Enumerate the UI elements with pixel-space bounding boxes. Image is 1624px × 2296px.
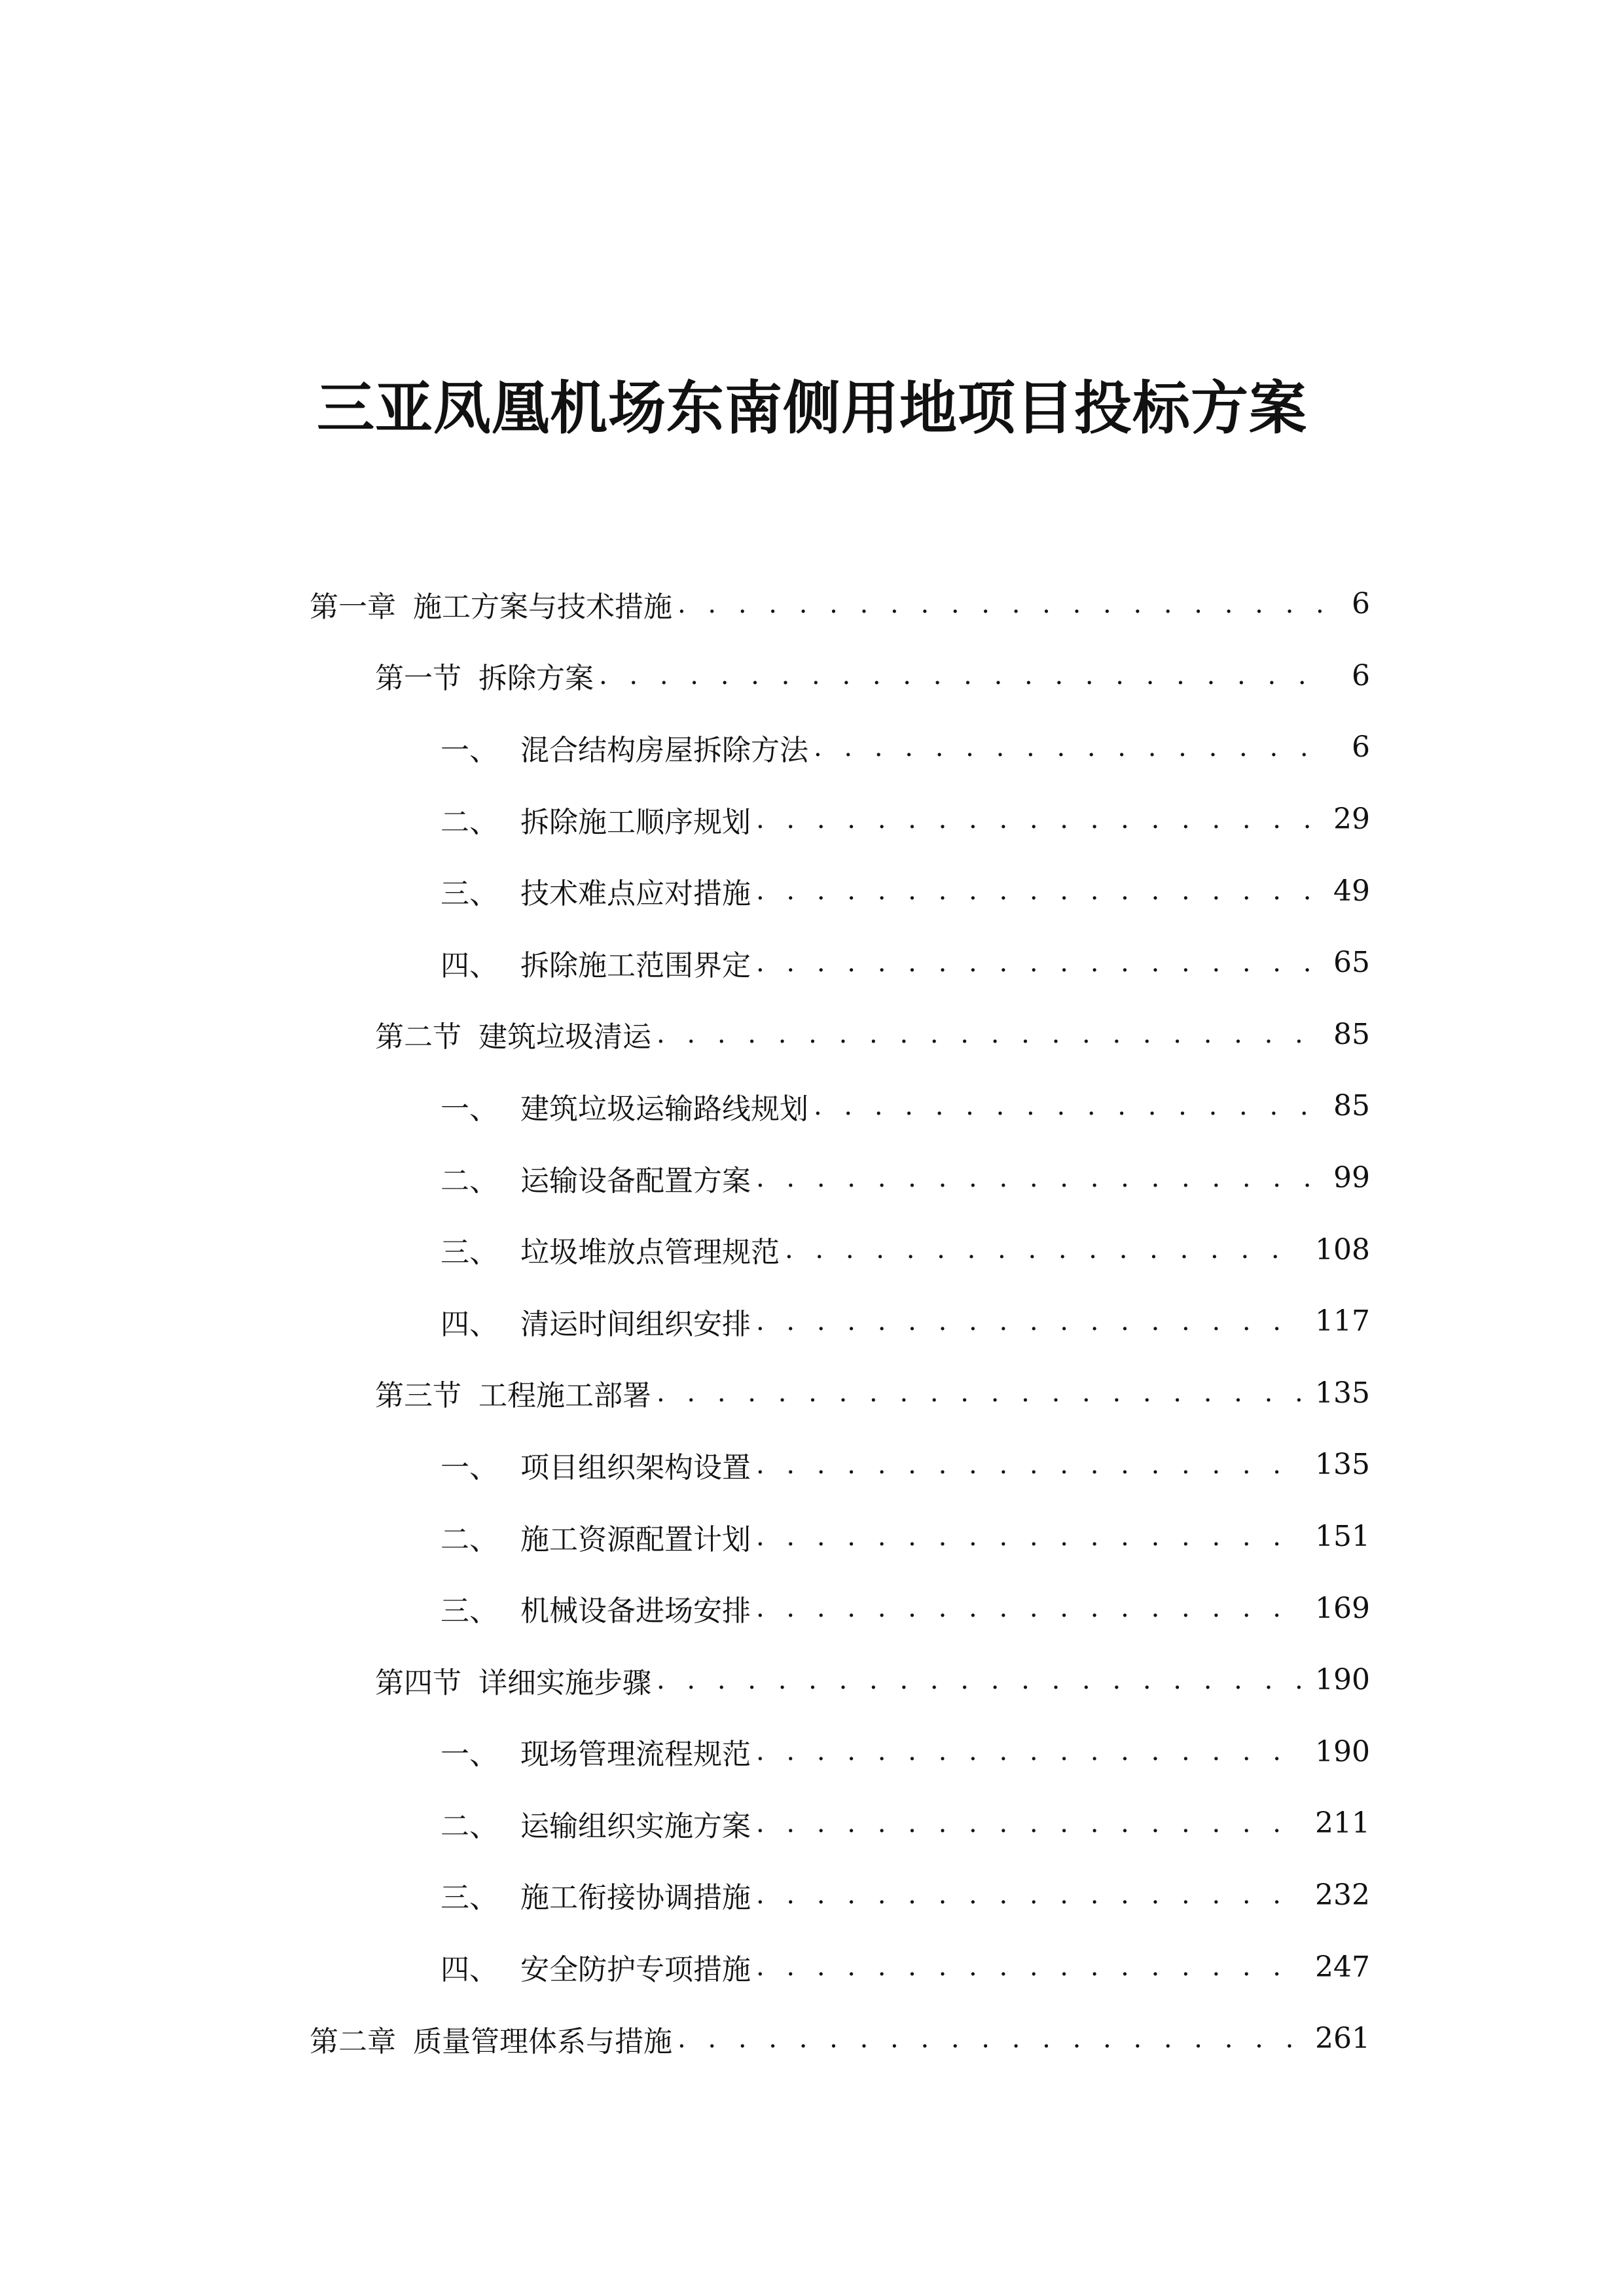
toc-section-entry[interactable] <box>0 1644 1370 1716</box>
toc-entry-number: 二、 <box>441 1164 498 1198</box>
toc-page-number: 6 <box>1352 658 1370 692</box>
toc-subsection-entry[interactable] <box>0 927 1370 999</box>
toc-subsection-entry[interactable] <box>0 1787 1370 1859</box>
toc-entry-title: 机械设备进场安排 <box>520 1594 751 1628</box>
toc-entry-label <box>441 942 751 984</box>
toc-subsection-entry[interactable] <box>0 1213 1370 1285</box>
toc-entry-label <box>441 1229 780 1270</box>
toc-entry-number: 第四节 <box>375 1666 461 1700</box>
toc-entry-title: 拆除施工范围界定 <box>520 948 751 982</box>
toc-entry-title: 现场管理流程规范 <box>520 1738 751 1772</box>
toc-page-number: 85 <box>1333 1089 1370 1123</box>
toc-entry-number: 一、 <box>441 1450 498 1484</box>
toc-page-number: 247 <box>1315 1950 1370 1984</box>
toc-dot-leader <box>599 662 1331 689</box>
toc-entry-number: 一、 <box>441 1092 498 1126</box>
toc-entry-label <box>441 726 808 768</box>
toc-page-number: 211 <box>1315 1806 1370 1840</box>
toc-entry-label <box>441 1946 751 1988</box>
toc-subsection-entry[interactable] <box>0 1285 1370 1357</box>
toc-page-number: 108 <box>1315 1232 1370 1266</box>
toc-entry-label <box>441 1516 751 1558</box>
toc-subsection-entry[interactable] <box>0 1501 1370 1573</box>
toc-dot-leader <box>756 1810 1302 1837</box>
toc-entry-label <box>375 1372 651 1414</box>
toc-entry-number: 第二章 <box>310 2024 396 2058</box>
toc-dot-leader <box>756 1165 1320 1191</box>
toc-entry-number: 四、 <box>441 948 498 982</box>
toc-dot-leader <box>756 1738 1302 1765</box>
toc-dot-leader <box>756 1452 1302 1478</box>
toc-entry-label <box>441 1300 751 1342</box>
toc-entry-title: 运输组织实施方案 <box>520 1809 751 1843</box>
toc-page-number: 85 <box>1333 1017 1370 1051</box>
toc-entry-number: 一、 <box>441 1738 498 1772</box>
toc-entry-label <box>375 1013 651 1055</box>
toc-dot-leader <box>756 806 1320 833</box>
toc-entry-number: 一、 <box>441 733 498 767</box>
toc-entry-label <box>375 1659 651 1701</box>
toc-dot-leader <box>814 1093 1320 1119</box>
toc-entry-number: 二、 <box>441 1522 498 1556</box>
toc-page-number: 190 <box>1315 1734 1370 1768</box>
toc-subsection-entry[interactable] <box>0 1716 1370 1788</box>
toc-page-number: 49 <box>1333 874 1370 908</box>
toc-entry-title: 工程施工部署 <box>478 1379 651 1413</box>
toc-subsection-entry[interactable] <box>0 1572 1370 1644</box>
toc-subsection-entry[interactable] <box>0 1931 1370 2003</box>
toc-dot-leader <box>756 878 1320 904</box>
toc-entry-number: 三、 <box>441 877 498 911</box>
toc-dot-leader <box>657 1380 1302 1406</box>
toc-entry-number: 第一章 <box>310 590 396 624</box>
toc-entry-label <box>375 655 594 696</box>
toc-entry-number: 第三节 <box>375 1379 461 1413</box>
toc-dot-leader <box>814 734 1331 761</box>
toc-entry-label <box>441 1444 751 1486</box>
toc-dot-leader <box>756 1308 1302 1335</box>
toc-entry-title: 详细实施步骤 <box>478 1666 651 1700</box>
toc-entry-title: 质量管理体系与措施 <box>413 2024 672 2058</box>
toc-dot-leader <box>756 1524 1302 1550</box>
toc-section-entry[interactable] <box>0 1357 1370 1429</box>
toc-page-number: 6 <box>1352 730 1370 764</box>
toc-entry-title: 运输设备配置方案 <box>520 1164 751 1198</box>
toc-dot-leader <box>756 1882 1302 1908</box>
toc-page-number: 65 <box>1333 946 1370 980</box>
toc-entry-number: 二、 <box>441 1809 498 1843</box>
toc-entry-title: 技术难点应对措施 <box>520 877 751 911</box>
toc-subsection-entry[interactable] <box>0 1859 1370 1931</box>
toc-page-number: 261 <box>1315 2022 1370 2056</box>
toc-entry-number: 四、 <box>441 1953 498 1987</box>
toc-section-entry[interactable] <box>0 999 1370 1071</box>
toc-entry-number: 三、 <box>441 1881 498 1915</box>
toc-page-number: 135 <box>1315 1448 1370 1482</box>
toc-page-number: 29 <box>1333 802 1370 836</box>
toc-entry-number: 第一节 <box>375 662 461 696</box>
toc-page-number: 117 <box>1315 1304 1370 1338</box>
toc-dot-leader <box>677 2026 1302 2052</box>
toc-subsection-entry[interactable] <box>0 783 1370 855</box>
toc-subsection-entry[interactable] <box>0 1070 1370 1142</box>
toc-dot-leader <box>785 1236 1302 1263</box>
toc-chapter-entry[interactable] <box>0 2003 1370 2075</box>
toc-page-number: 135 <box>1315 1376 1370 1410</box>
toc-entry-title: 施工衔接协调措施 <box>520 1881 751 1915</box>
toc-page-number: 232 <box>1315 1878 1370 1912</box>
toc-page-number: 151 <box>1315 1520 1370 1554</box>
toc-entry-title: 安全防护专项措施 <box>520 1953 751 1987</box>
toc-entry-label <box>310 583 672 625</box>
toc-page-number: 99 <box>1333 1161 1370 1195</box>
toc-entry-title: 混合结构房屋拆除方法 <box>520 733 808 767</box>
toc-entry-label <box>441 798 751 840</box>
toc-page-number: 169 <box>1315 1591 1370 1625</box>
table-of-contents <box>0 568 1624 2074</box>
toc-subsection-entry[interactable] <box>0 1142 1370 1214</box>
toc-entry-number: 四、 <box>441 1307 498 1341</box>
toc-entry-label <box>441 1731 751 1772</box>
toc-entry-title: 项目组织架构设置 <box>520 1450 751 1484</box>
toc-dot-leader <box>756 950 1320 976</box>
toc-dot-leader <box>677 591 1331 617</box>
toc-dot-leader <box>756 1595 1302 1621</box>
toc-entry-label <box>310 2018 672 2060</box>
toc-entry-title: 垃圾堆放点管理规范 <box>520 1236 780 1270</box>
toc-entry-label <box>441 1587 751 1629</box>
toc-entry-title: 建筑垃圾运输路线规划 <box>520 1092 808 1126</box>
toc-entry-label <box>441 1157 751 1199</box>
toc-entry-number: 三、 <box>441 1594 498 1628</box>
page-title: 三亚凤凰机场东南侧用地项目投标方案 <box>316 374 1307 442</box>
toc-dot-leader <box>756 1954 1302 1980</box>
toc-entry-title: 施工资源配置计划 <box>520 1522 751 1556</box>
toc-dot-leader <box>657 1021 1320 1047</box>
toc-section-entry[interactable] <box>0 640 1370 712</box>
toc-page-number: 190 <box>1315 1663 1370 1697</box>
toc-entry-number: 第二节 <box>375 1020 461 1054</box>
toc-entry-title: 拆除方案 <box>478 662 594 696</box>
toc-entry-title: 施工方案与技术措施 <box>413 590 672 624</box>
toc-entry-title: 建筑垃圾清运 <box>478 1020 651 1054</box>
toc-entry-label <box>441 870 751 912</box>
toc-page-number: 6 <box>1352 587 1370 621</box>
toc-subsection-entry[interactable] <box>0 855 1370 927</box>
toc-entry-title: 拆除施工顺序规划 <box>520 805 751 839</box>
toc-entry-title: 清运时间组织安排 <box>520 1307 751 1341</box>
toc-dot-leader <box>657 1667 1302 1693</box>
toc-entry-label <box>441 1803 751 1844</box>
toc-subsection-entry[interactable] <box>0 1429 1370 1501</box>
toc-entry-number: 三、 <box>441 1236 498 1270</box>
toc-chapter-entry[interactable] <box>0 568 1370 640</box>
toc-subsection-entry[interactable] <box>0 711 1370 783</box>
toc-entry-number: 二、 <box>441 805 498 839</box>
toc-entry-label <box>441 1874 751 1916</box>
toc-entry-label <box>441 1085 808 1127</box>
